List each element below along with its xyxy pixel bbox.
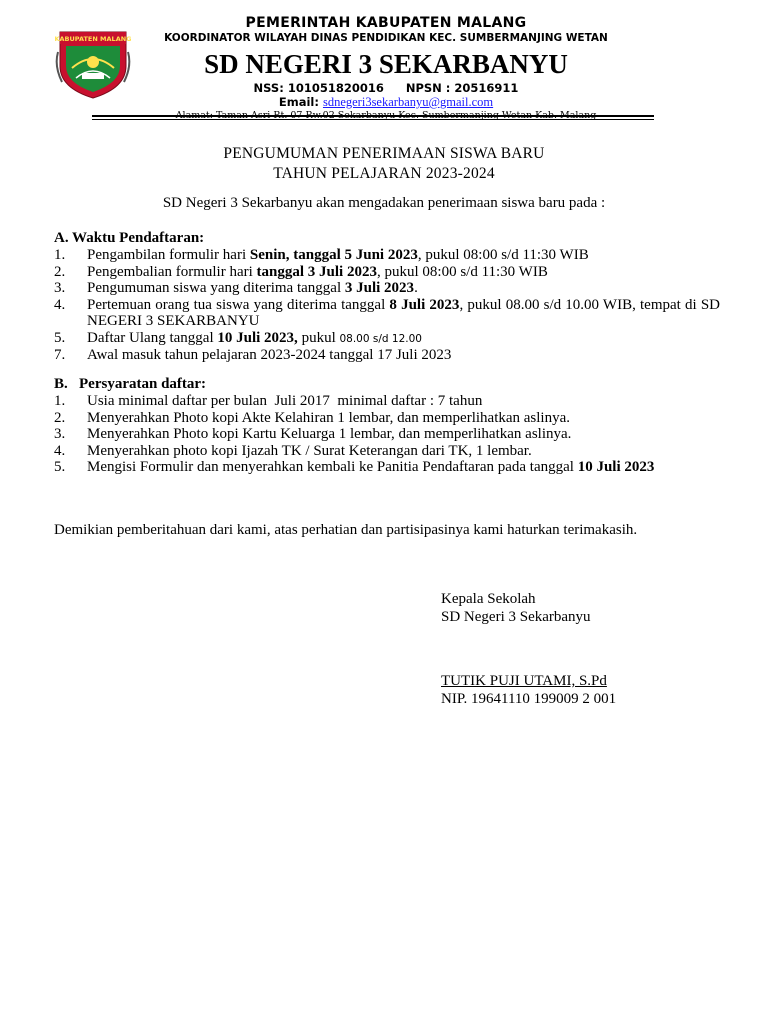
title-line-1: PENGUMUMAN PENERIMAAN SISWA BARU xyxy=(223,145,545,162)
title-line-2: TAHUN PELAJARAN 2023-2024 xyxy=(273,165,495,182)
school-name: SD NEGERI 3 SEKARBANYU xyxy=(204,49,568,79)
email-link[interactable]: sdnegeri3sekarbanyu@gmail.com xyxy=(322,95,494,109)
list-item: 2. Menyerahkan Photo kopi Akte Kelahiran 1 lembar, dan memperlihatkan aslinya. xyxy=(54,409,571,426)
header-rule-thin xyxy=(92,119,654,120)
list-item: 5. Mengisi Formulir dan menyerahkan kembali ke Panitia Pendaftaran pada tanggal 10 Juli 2023 xyxy=(54,459,655,475)
closing-paragraph: Demikian pemberitahuan dari kami, atas perhatian dan partisipasinya kami haturkan terimakasih. xyxy=(54,522,638,538)
signer-role: Kepala Sekolah xyxy=(441,591,536,607)
section-b-heading: B. Persyaratan daftar: xyxy=(54,376,207,392)
email-label: Email: xyxy=(278,95,319,109)
list-item: 4. Menyerahkan photo kopi Ijazah TK / Surat Keterangan dari TK, 1 lembar. xyxy=(54,442,532,459)
logo-banner-text: KABUPATEN MALANG xyxy=(54,35,132,43)
intro-text: SD Negeri 3 Sekarbanyu akan mengadakan penerimaan siswa baru pada : xyxy=(162,195,606,211)
list-item: 1. Pengambilan formulir hari Senin, tanggal 5 Juni 2023, pukul 08:00 s/d 11:30 WIB xyxy=(54,247,589,263)
section-requirements xyxy=(54,376,720,476)
announcement-title xyxy=(0,144,768,184)
government-name: PEMERINTAH KABUPATEN MALANG xyxy=(245,15,527,31)
address: Alamat: Taman Asri Rt. 07 Rw.02 Sekarbanyu Kec. Sumbermanjing Wetan Kab. Malang xyxy=(175,110,597,121)
section-registration-time xyxy=(54,230,720,364)
signer-school: SD Negeri 3 Sekarbanyu xyxy=(441,609,591,625)
list-item: 2. Pengembalian formulir hari tanggal 3 Juli 2023, pukul 08:00 s/d 11:30 WIB xyxy=(54,263,548,280)
email-line xyxy=(130,95,642,109)
department-name: KOORDINATOR WILAYAH DINAS PENDIDIKAN KEC. SUMBERMANJING WETAN xyxy=(164,32,608,44)
list-item: 3. Menyerahkan Photo kopi Kartu Keluarga 1 lembar, dan memperlihatkan aslinya. xyxy=(54,426,572,442)
signer-identity xyxy=(441,672,616,708)
npsn: NPSN : 20516911 xyxy=(405,81,519,95)
list-item: 5. Daftar Ulang tanggal 10 Juli 2023, pukul 08.00 s/d 12.00 xyxy=(54,329,422,346)
list-item: 3. Pengumuman siswa yang diterima tanggal 3 Juli 2023. xyxy=(54,280,418,296)
kabupaten-malang-logo xyxy=(54,26,132,100)
list-item: 7. Awal masuk tahun pelajaran 2023-2024 tanggal 17 Juli 2023 xyxy=(54,347,452,363)
letterhead xyxy=(130,14,642,122)
nss: NSS: 101051820016 xyxy=(253,81,384,95)
list-item: 1. Usia minimal daftar per bulan Juli 2017 minimal daftar : 7 tahun xyxy=(54,393,483,409)
signature-block xyxy=(441,590,591,626)
section-a-heading: A. Waktu Pendaftaran: xyxy=(54,230,205,246)
header-rule-thick xyxy=(92,115,654,117)
school-ids xyxy=(130,81,642,95)
signer-name: TUTIK PUJI UTAMI, S.Pd xyxy=(441,673,607,689)
signer-nip: NIP. 19641110 199009 2 001 xyxy=(441,691,617,707)
list-item: 4. Pertemuan orang tua siswa yang diterima tanggal 8 Juli 2023, pukul 08.00 s/d 10.00 WIB, tempat di SD NEGERI 3 SEKARBANYU xyxy=(54,296,720,329)
